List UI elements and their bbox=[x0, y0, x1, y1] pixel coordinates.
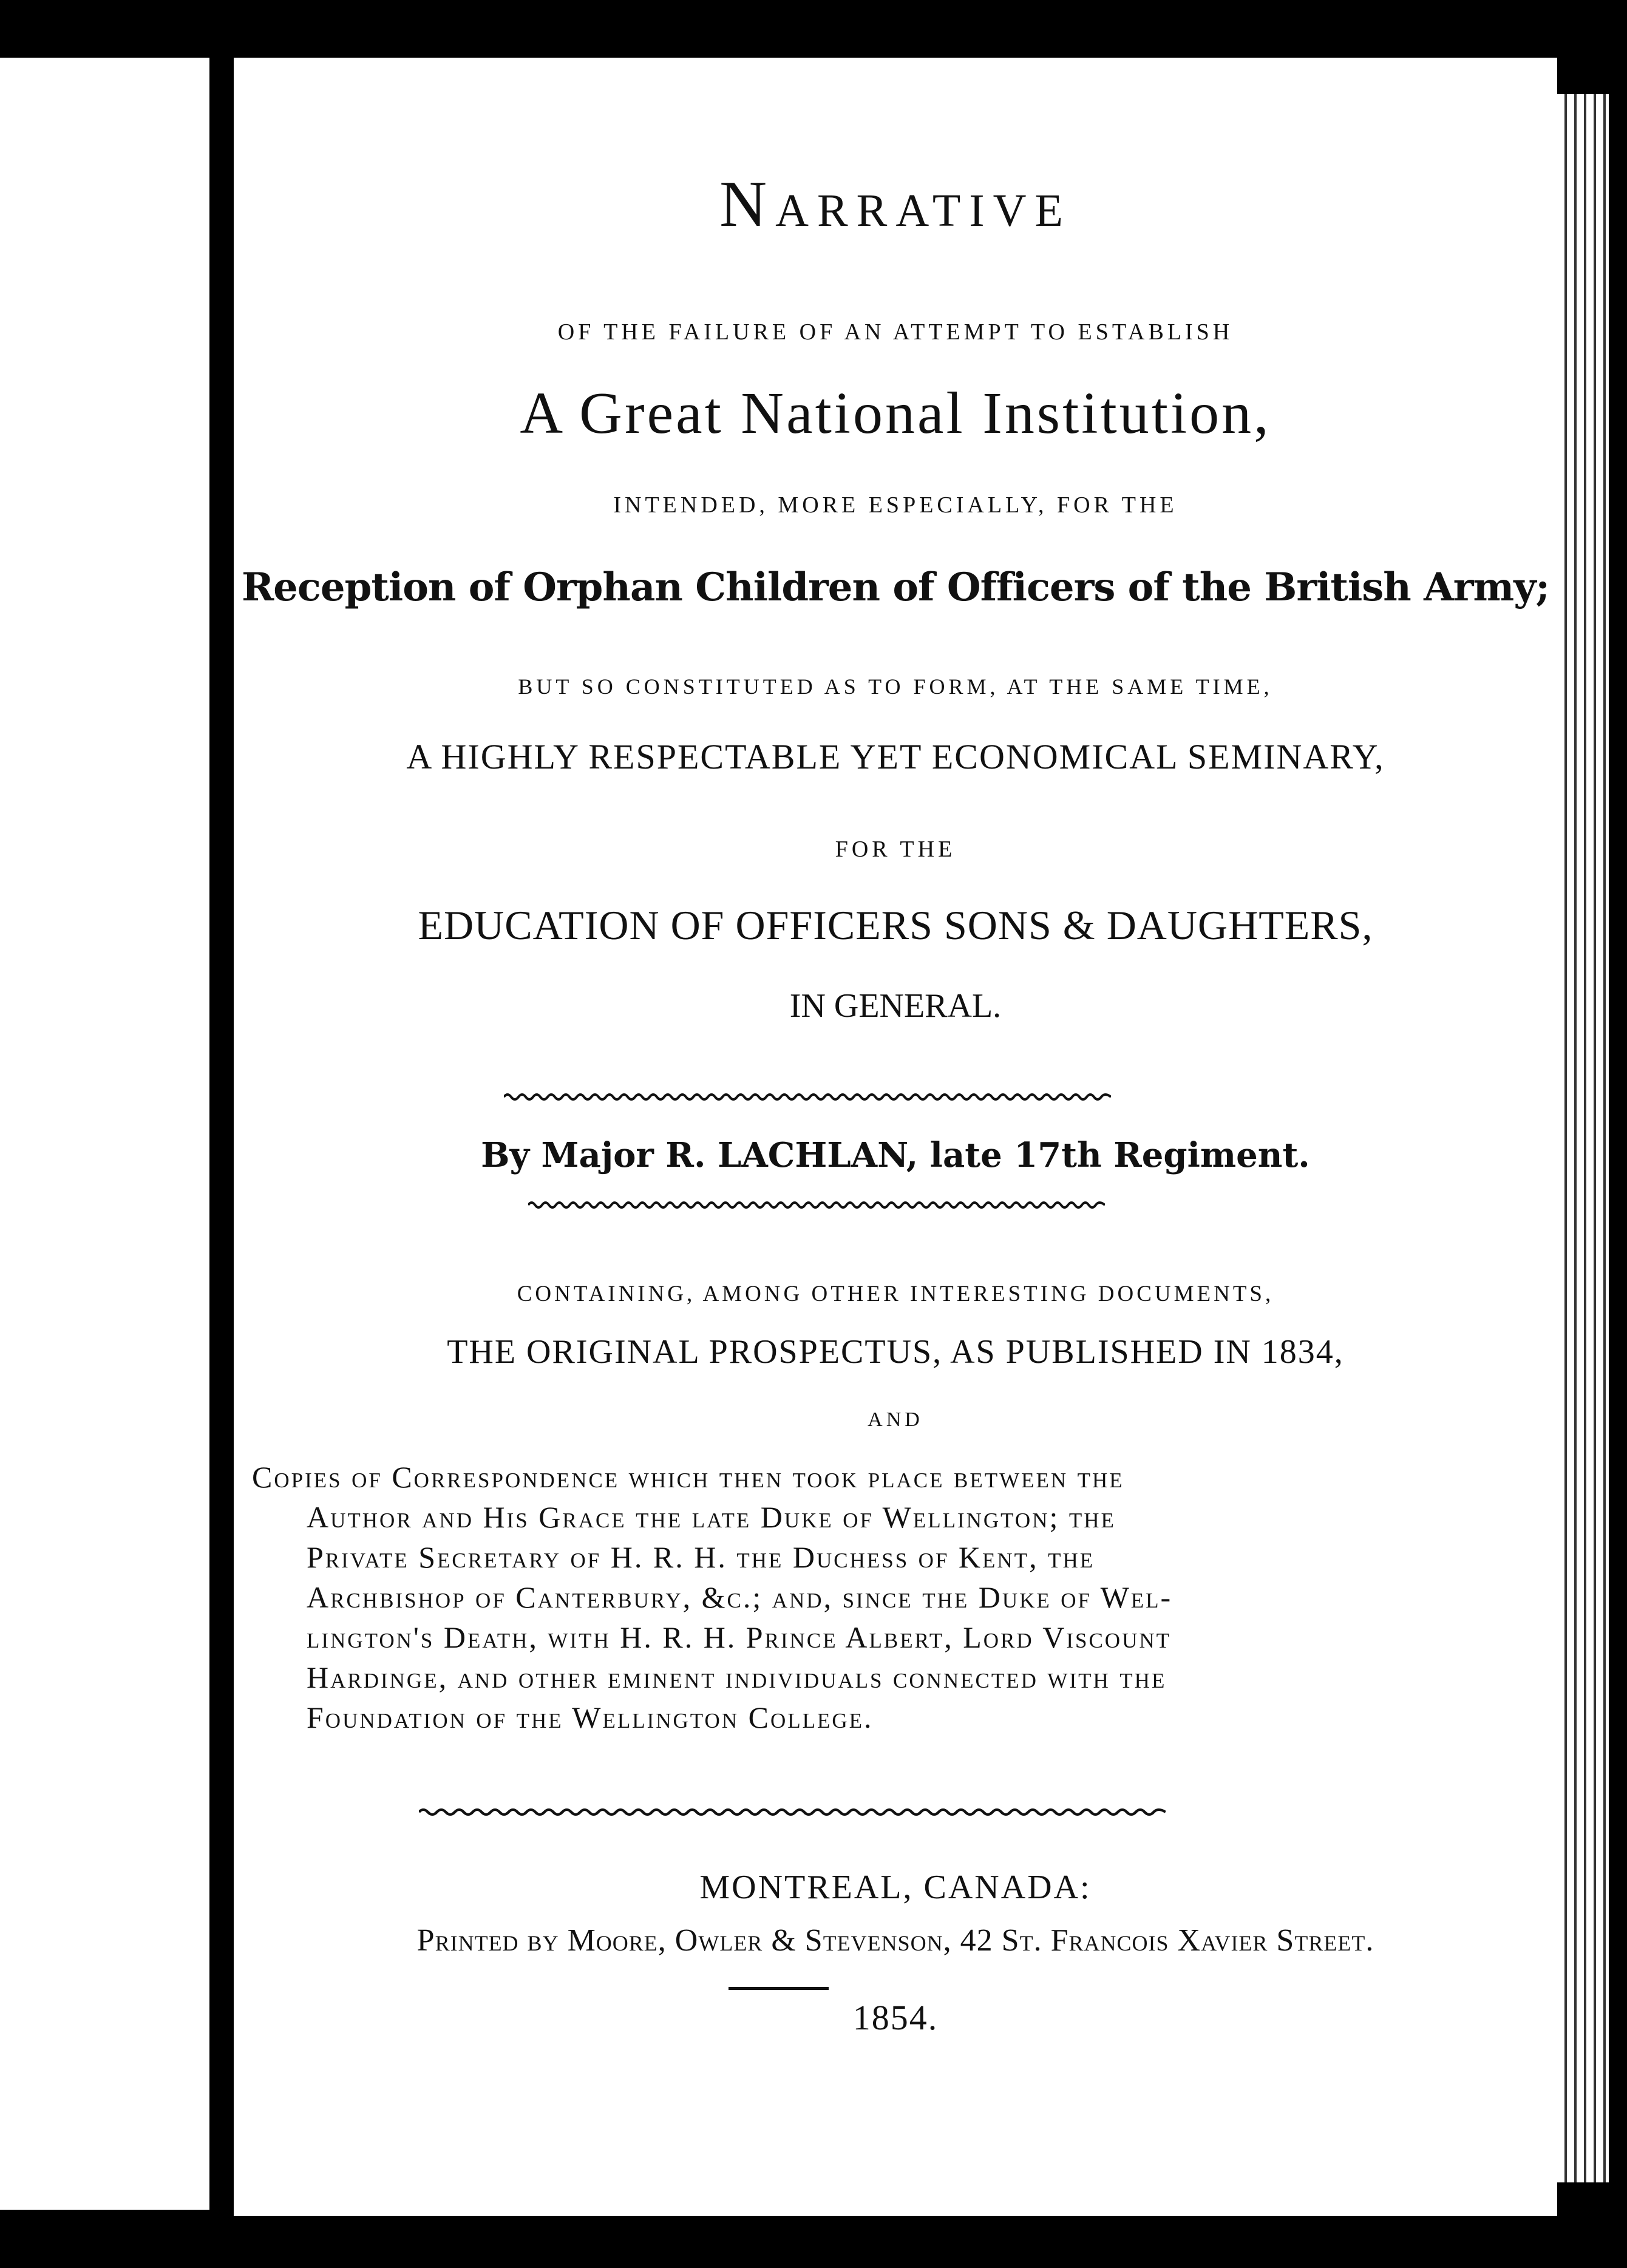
subtitle-line-4: Reception of Orphan Children of Officers of the British Army; bbox=[241, 565, 1550, 610]
correspondence-line: Private Secretary of H. R. H. the Duchess of Kent, the bbox=[307, 1540, 1095, 1574]
subtitle-line-1: OF THE FAILURE OF AN ATTEMPT TO ESTABLISH bbox=[557, 319, 1234, 345]
wavy-divider bbox=[419, 1805, 1166, 1819]
left-page bbox=[0, 58, 209, 2210]
correspondence-line: Author and His Grace the late Duke of Wellington; the bbox=[307, 1500, 1116, 1534]
subtitle-line-3: INTENDED, MORE ESPECIALLY, FOR THE bbox=[613, 492, 1178, 518]
contents-main: THE ORIGINAL PROSPECTUS, AS PUBLISHED IN 1834, bbox=[447, 1333, 1344, 1371]
correspondence-paragraph bbox=[252, 1457, 1393, 1737]
subtitle-line-5: BUT SO CONSTITUTED AS TO FORM, AT THE SAME TIME, bbox=[518, 674, 1273, 699]
publication-year: 1854. bbox=[852, 1998, 939, 2037]
title: Narrative bbox=[719, 168, 1072, 240]
subtitle-line-7: FOR THE bbox=[835, 837, 956, 862]
subtitle-line-8: EDUCATION OF OFFICERS SONS & DAUGHTERS, bbox=[418, 902, 1373, 948]
correspondence-line: Hardinge, and other eminent individuals connected with the bbox=[307, 1660, 1167, 1694]
contents-and: AND bbox=[868, 1408, 923, 1431]
wavy-divider bbox=[528, 1198, 1105, 1212]
correspondence-line: Archbishop of Canterbury, &c.; and, since the Duke of Wel- bbox=[307, 1580, 1173, 1614]
subtitle-line-6: A HIGHLY RESPECTABLE YET ECONOMICAL SEMINARY, bbox=[406, 737, 1385, 776]
correspondence-line: Copies of Correspondence which then took place between the bbox=[252, 1460, 1124, 1494]
subtitle-line-9: IN GENERAL. bbox=[789, 987, 1002, 1025]
correspondence-line: Foundation of the Wellington College. bbox=[307, 1700, 874, 1734]
author-line: By Major R. LACHLAN, late 17th Regiment. bbox=[481, 1135, 1310, 1175]
book-spine bbox=[209, 0, 234, 2268]
imprint-place: MONTREAL, CANADA: bbox=[699, 1869, 1092, 1906]
contents-intro: CONTAINING, AMONG OTHER INTERESTING DOCUMENTS, bbox=[517, 1282, 1274, 1306]
imprint-printer: Printed by Moore, Owler & Stevenson, 42 St. Francois Xavier Street. bbox=[416, 1923, 1374, 1958]
correspondence-line: lington's Death, with H. R. H. Prince Albert, Lord Viscount bbox=[307, 1620, 1172, 1654]
rule-divider bbox=[729, 1987, 829, 1990]
page-edges bbox=[1557, 94, 1609, 2182]
title-page bbox=[234, 58, 1557, 2216]
subtitle-line-2: A Great National Institution, bbox=[520, 381, 1271, 446]
wavy-divider bbox=[504, 1090, 1111, 1104]
